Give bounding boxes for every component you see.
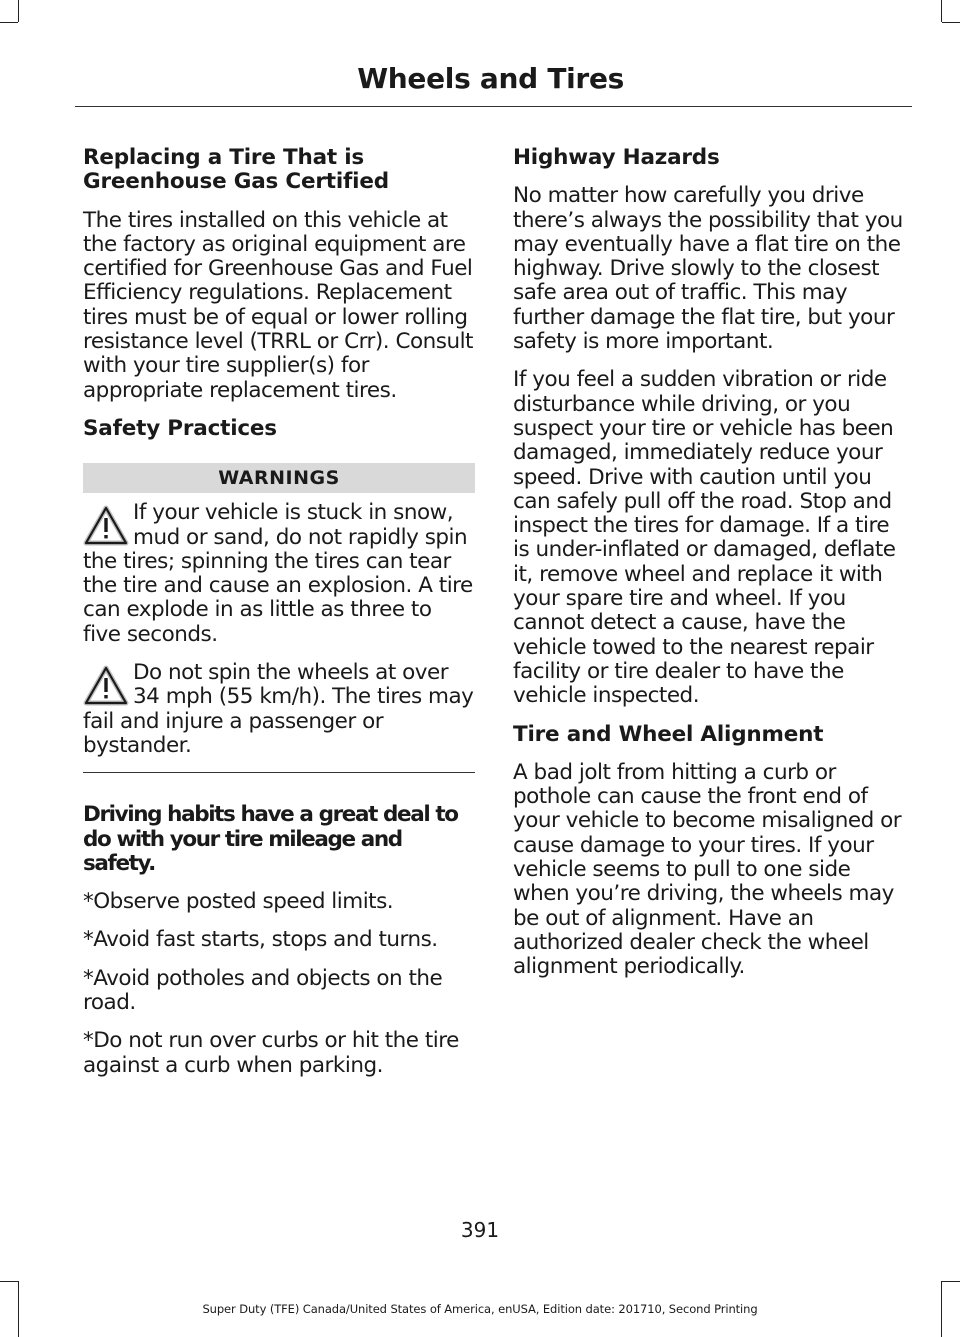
vibration-paragraph: If you feel a sudden vibration or ride disturbance while driving, or you suspect your tire or vehicle has been damaged, immediately reduce your speed. Drive with caution until you can safely pull off the road. Stop and inspect the tires for damage. If a tire is under-inflated or damaged, deflate it, remove wheel and replace it with your spare tire and wheel. If you cannot detect a cause, have the vehicle towed to the nearest repair facility or tire dealer to have the vehicle inspected. bbox=[513, 367, 896, 709]
warnings-title: WARNINGS bbox=[83, 463, 475, 493]
ghg-tire-paragraph: The tires installed on this vehicle at the factory as original equipment are certified for Greenhouse Gas and Fuel Efficiency regulations. Replacement tires must be of equal or lower rolling resistance level (TRRL or Crr). Consult with your tire supplier(s) for appropriate replacement tires. bbox=[83, 207, 473, 403]
warning-triangle-icon bbox=[83, 503, 129, 549]
header-rule bbox=[75, 106, 912, 107]
tip-item: *Avoid potholes and objects on the road. bbox=[83, 965, 443, 1016]
tip-item: *Avoid fast starts, stops and turns. bbox=[83, 927, 438, 953]
crop-mark-top-right-v bbox=[941, 0, 942, 22]
alignment-heading: Tire and Wheel Alignment bbox=[513, 721, 824, 747]
crop-mark-bottom-left-h bbox=[0, 1281, 18, 1282]
right-column bbox=[513, 146, 908, 994]
tip-item: *Do not run over curbs or hit the tire against a curb when parking. bbox=[83, 1028, 459, 1078]
page-header-title: Wheels and Tires bbox=[357, 62, 624, 95]
warnings-end-rule bbox=[83, 772, 475, 773]
left-column bbox=[83, 146, 475, 1092]
crop-mark-top-left-v bbox=[18, 0, 19, 22]
warning-text-stuck: If your vehicle is stuck in snow, mud or sand, do not rapidly spin the tires; spinning the tires can tear the tire and cause an explosion. A tire can explode in as little as three to five seconds. bbox=[83, 500, 473, 647]
footer-text: Super Duty (TFE) Canada/United States of America, enUSA, Edition date: 201710, Second Printing bbox=[202, 1302, 758, 1316]
alignment-paragraph: A bad jolt from hitting a curb or pothole can cause the front end of your vehicle to become misaligned or cause damage to your tires. If your vehicle seems to pull to one side when you’re driving, the wheels may be out of alignment. Have an authorized dealer check the wheel alignment periodically. bbox=[513, 759, 902, 980]
warning-triangle-icon bbox=[83, 663, 129, 709]
tip-item: *Observe posted speed limits. bbox=[83, 889, 394, 915]
safety-practices-heading: Safety Practices bbox=[83, 415, 277, 441]
highway-hazards-heading: Highway Hazards bbox=[513, 145, 720, 170]
crop-mark-top-right-h bbox=[942, 22, 960, 23]
warning-item bbox=[83, 661, 475, 758]
warning-text-spin: Do not spin the wheels at over 34 mph (55 km/h). The tires may fail and injure a passenger or bystander. bbox=[83, 660, 474, 758]
driving-habits-heading: Driving habits have a great deal to do with your tire mileage and safety. bbox=[83, 802, 458, 876]
ghg-tire-heading: Replacing a Tire That is Greenhouse Gas Certified bbox=[83, 145, 389, 195]
crop-mark-top-left-h bbox=[0, 22, 18, 23]
crop-mark-bottom-right-h bbox=[942, 1281, 960, 1282]
warning-item bbox=[83, 501, 475, 647]
page-number: 391 bbox=[460, 1218, 500, 1242]
highway-hazards-paragraph: No matter how carefully you drive there’s always the possibility that you may eventually have a flat tire on the highway. Drive slowly to the closest safe area out of traffic. This may further damage the flat tire, but your safety is more important. bbox=[513, 183, 903, 355]
warnings-box bbox=[83, 463, 475, 773]
